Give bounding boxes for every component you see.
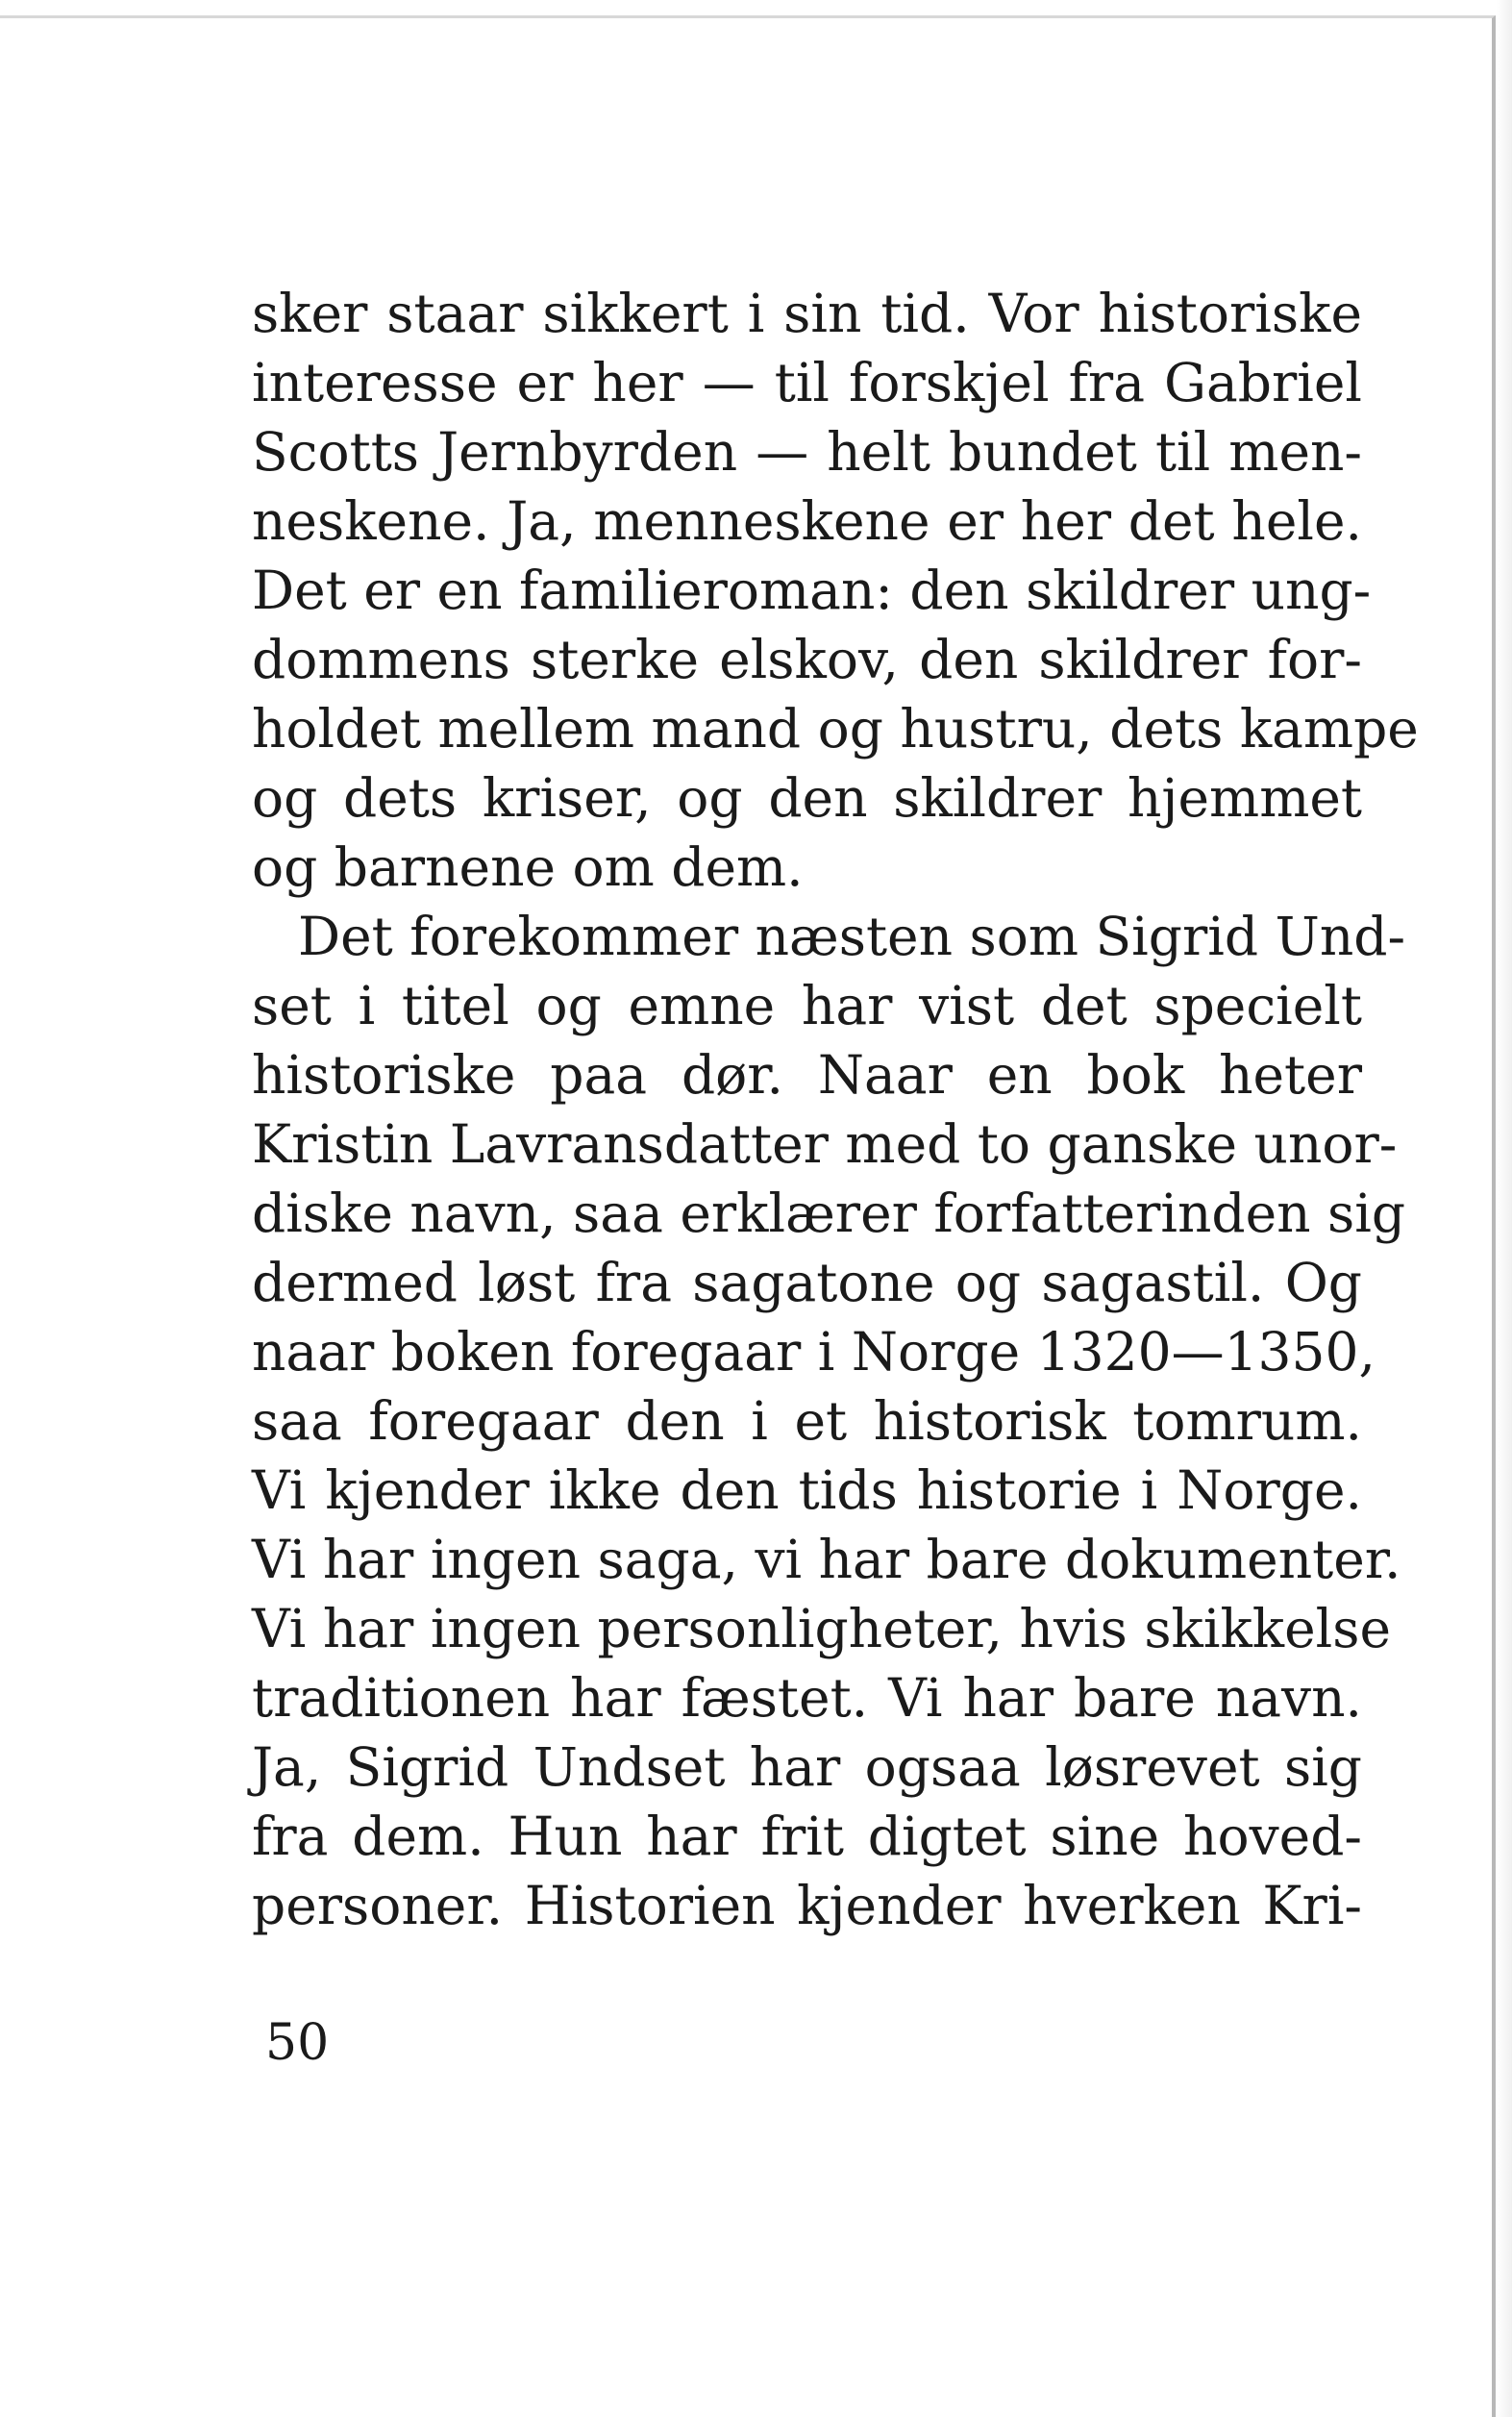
paragraph-2-body	[252, 971, 1406, 1940]
text-line: Kristin Lavransdatter med to ganske unor-	[252, 1113, 1398, 1175]
page-edge-shadow	[1497, 0, 1512, 2417]
text-line: Ja, Sigrid Undset har ogsaa løsrevet sig	[252, 1736, 1362, 1798]
text-line: personer. Historien kjender hverken Kri-	[252, 1875, 1362, 1936]
text-line: historiske paa dør. Naar en bok heter	[252, 1044, 1362, 1106]
text-line: sker staar sikkert i sin tid. Vor historiske	[252, 283, 1362, 344]
text-line: neskene. Ja, menneskene er her det hele.	[252, 490, 1362, 552]
text-line: fra dem. Hun har frit digtet sine hoved-	[252, 1806, 1362, 1867]
body-text	[252, 279, 1419, 1940]
text-line: dommens sterke elskov, den skildrer for-	[252, 629, 1362, 690]
text-line: naar boken foregaar i Norge 1320—1350,	[252, 1321, 1376, 1383]
text-line: set i titel og emne har vist det specielt	[252, 975, 1362, 1036]
paragraph-1	[252, 279, 1419, 902]
text-line: Det forekommer næsten som Sigrid Und-	[298, 906, 1406, 967]
text-line: saa foregaar den i et historisk tomrum.	[252, 1390, 1362, 1452]
text-line: Vi kjender ikke den tids historie i Norge.	[252, 1459, 1362, 1521]
text-line: Scotts Jernbyrden — helt bundet til men-	[252, 421, 1362, 483]
text-line: og barnene om dem.	[252, 836, 804, 898]
text-line: traditionen har fæstet. Vi har bare navn.	[252, 1667, 1362, 1729]
text-line: diske navn, saa erklærer forfatterinden sig	[252, 1183, 1406, 1244]
text-line: og dets kriser, og den skildrer hjemmet	[252, 767, 1362, 829]
text-line: dermed løst fra sagatone og sagastil. Og	[252, 1252, 1362, 1313]
paragraph-2	[252, 902, 1406, 971]
text-line: interesse er her — til forskjel fra Gabriel	[252, 352, 1362, 413]
text-line: holdet mellem mand og hustru, dets kampe	[252, 698, 1419, 760]
page-number: 50	[265, 2014, 330, 2072]
text-line: Vi har ingen personligheter, hvis skikkelse	[252, 1598, 1392, 1659]
text-line: Det er en familieroman: den skildrer ung-	[252, 560, 1372, 621]
text-line: Vi har ingen saga, vi har bare dokumenter.	[252, 1529, 1401, 1590]
